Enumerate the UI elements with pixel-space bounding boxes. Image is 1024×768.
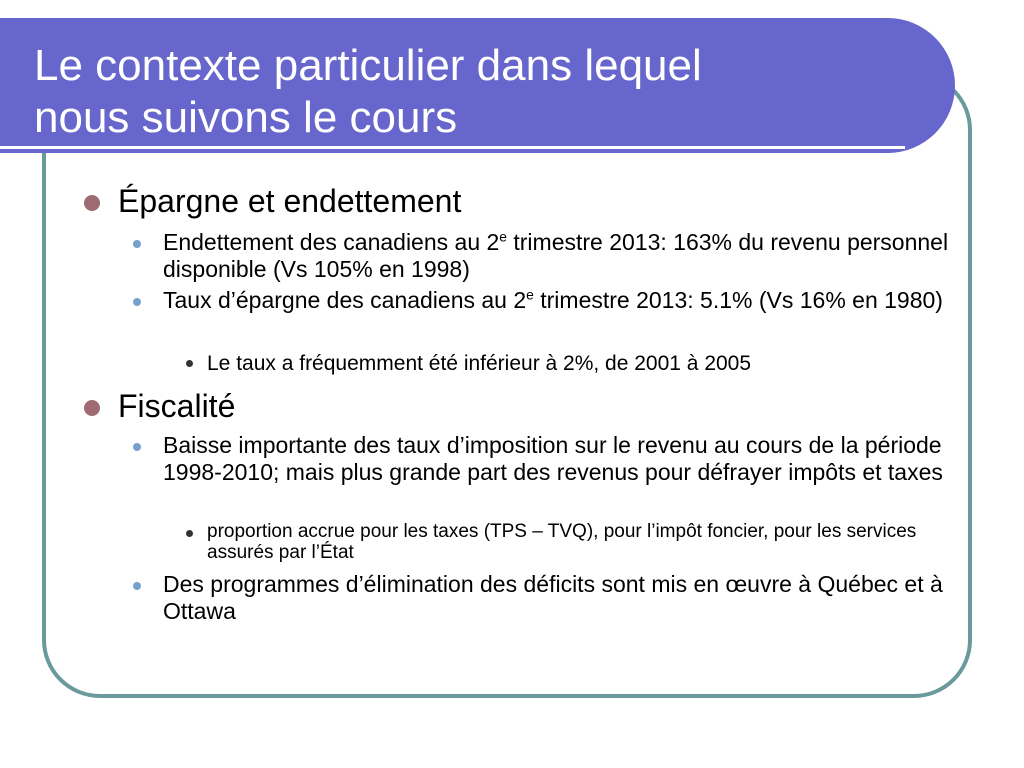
bullet-level-1 (84, 400, 100, 416)
taux-superscript: e (526, 287, 534, 303)
bullet-level-2 (133, 298, 141, 306)
bullet-level-1 (84, 195, 100, 211)
bullet-level-2 (133, 443, 141, 451)
list-item-taux-detail: Le taux a fréquemment été inférieur à 2%, de 2001 à 2005 (207, 352, 752, 375)
list-item-proportion: proportion accrue pour les taxes (TPS – TVQ), pour l’impôt foncier, pour les services assurés par l’État (207, 521, 917, 563)
heading-epargne: Épargne et endettement (118, 183, 462, 219)
slide-title-line-1: Le contexte particulier dans lequel (34, 41, 702, 90)
taux-text-end: trimestre 2013: 5.1% (Vs 16% en 1980) (533, 287, 943, 313)
list-item-programmes: Des programmes d’élimination des déficits sont mis en œuvre à Québec et à Ottawa (163, 571, 943, 624)
list-item-endettement (163, 229, 953, 283)
heading-fiscalite: Fiscalité (118, 388, 236, 424)
bullet-level-3 (186, 530, 193, 537)
endettement-superscript: e (499, 229, 507, 245)
endettement-text-start: Endettement des canadiens au 2 (163, 229, 500, 255)
bullet-level-2 (133, 582, 141, 590)
list-item-baisse: Baisse importante des taux d’imposition sur le revenu au cours de la période 1998-2010; mais plus grande part des revenus pour défrayer impôts et taxes (163, 432, 943, 485)
endettement-text-end: trimestre 2013: 163% du revenu personnel disponible (Vs 105% en 1998) (163, 229, 949, 282)
slide-title-line-2: nous suivons le cours (34, 93, 458, 142)
list-item-taux-epargne (163, 287, 953, 314)
bullet-level-3 (186, 360, 193, 367)
taux-text-start: Taux d’épargne des canadiens au 2 (163, 287, 527, 313)
bullet-level-2 (133, 240, 141, 248)
